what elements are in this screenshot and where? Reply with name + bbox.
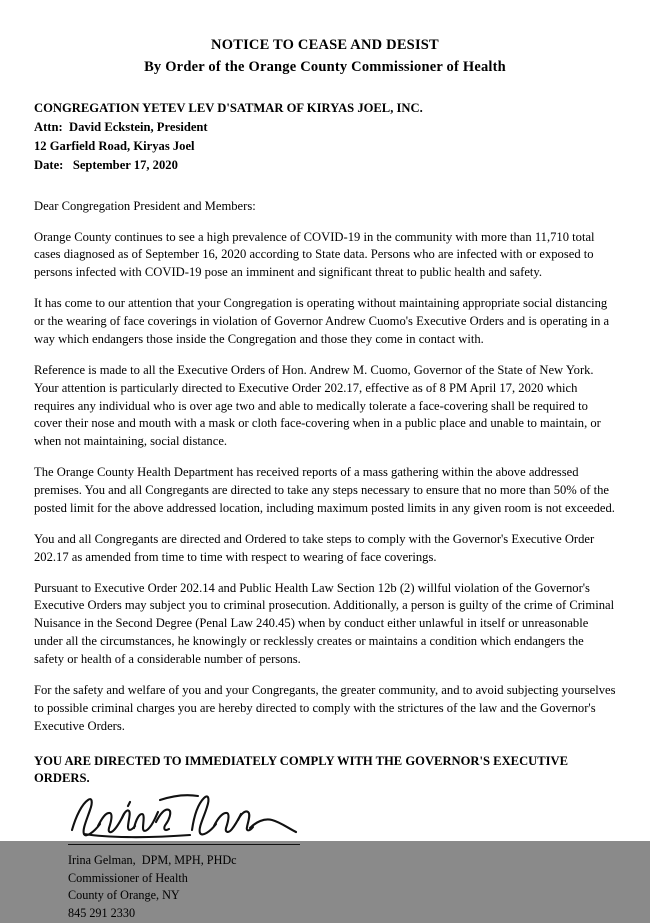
signature-rule [68,844,300,845]
title-secondary: By Order of the Orange County Commissioner of Health [144,58,506,75]
addressee-organization: CONGREGATION YETEV LEV D'SATMAR OF KIRYAS JOEL, INC. [34,101,423,116]
addressee-block [34,99,616,175]
body-paragraph-1: Orange County continues to see a high prevalence of COVID-19 in the community with more than 11,710 total cases diagnosed as of September 16, 2020 according to State data. Persons who are infected with or exposed to persons infected with COVID-19 pose an imminent and significant threat to public health and safety. [34,229,595,280]
signer-county: County of Orange, NY [68,888,180,903]
body-paragraph-5: You and all Congregants are directed and Ordered to take steps to comply with the Governor's Executive Order 202.17 as amended from time to time with respect to wearing of face coverings. [34,531,595,564]
title-primary: NOTICE TO CEASE AND DESIST [211,37,439,53]
addressee-date: Date: September 17, 2020 [34,157,178,172]
signer-phone: 845 291 2330 [68,905,136,920]
signer-name: Irina Gelman, DPM, MPH, PHDc [68,852,237,867]
directive-statement: YOU ARE DIRECTED TO IMMEDIATELY COMPLY WITH THE GOVERNOR'S EXECUTIVE ORDERS. [34,753,569,786]
body-paragraph-6: Pursuant to Executive Order 202.14 and Public Health Law Section 12b (2) willful violation of the Governor's Executive Orders may subject you to criminal prosecution. Additionally, a person is guilty of the crime of Criminal Nuisance in the Second Degree (Penal Law 240.45) when by conduct either unlawful in itself or unreasonable under all the circumstances, he knowingly or recklessly creates or maintains a condition which endangers the safety or health of a considerable number of persons. [34,580,615,667]
signer-title: Commissioner of Health [68,870,188,885]
body-paragraph-7: For the safety and welfare of you and your Congregants, the greater community, and to avoid subjecting yourselves to possible criminal charges you are hereby directed to comply with the strictures of the law and the Governor's Executive Orders. [34,682,616,733]
addressee-address: 12 Garfield Road, Kiryas Joel [34,138,195,153]
body-paragraph-4: The Orange County Health Department has received reports of a mass gathering within the above addressed premises. You and all Congregants are directed to take any steps necessary to ensure that no more than 50% of the posted limit for the above addressed location, including maximum posted limits in any given room is not exceeded. [34,465,615,515]
signature-area [34,790,616,852]
addressee-attn: Attn: David Eckstein, President [34,120,208,135]
salutation: Dear Congregation President and Members: [34,198,256,213]
signer-block [68,852,616,923]
body-paragraph-2: It has come to our attention that your Congregation is operating without maintaining appropriate social distancing or the wearing of face coverings in violation of Governor Andrew Cuomo's Executive Orders and is operating in a way which endangers those inside the Congregation and those they come in contact with. [34,296,610,346]
handwritten-signature-icon [40,786,300,848]
body-paragraph-3: Reference is made to all the Executive Orders of Hon. Andrew M. Cuomo, Governor of the State of New York. Your attention is particularly directed to Executive Order 202.17, effective as of 8 PM April 17, 2020 which requires any individual who is over age two and able to medically tolerate a face-covering shall be required to cover their nose and mouth with a mask or cloth face-covering when in a public place and unable to maintain, or when not maintaining, social distance. [34,362,601,449]
document-title [34,36,616,77]
